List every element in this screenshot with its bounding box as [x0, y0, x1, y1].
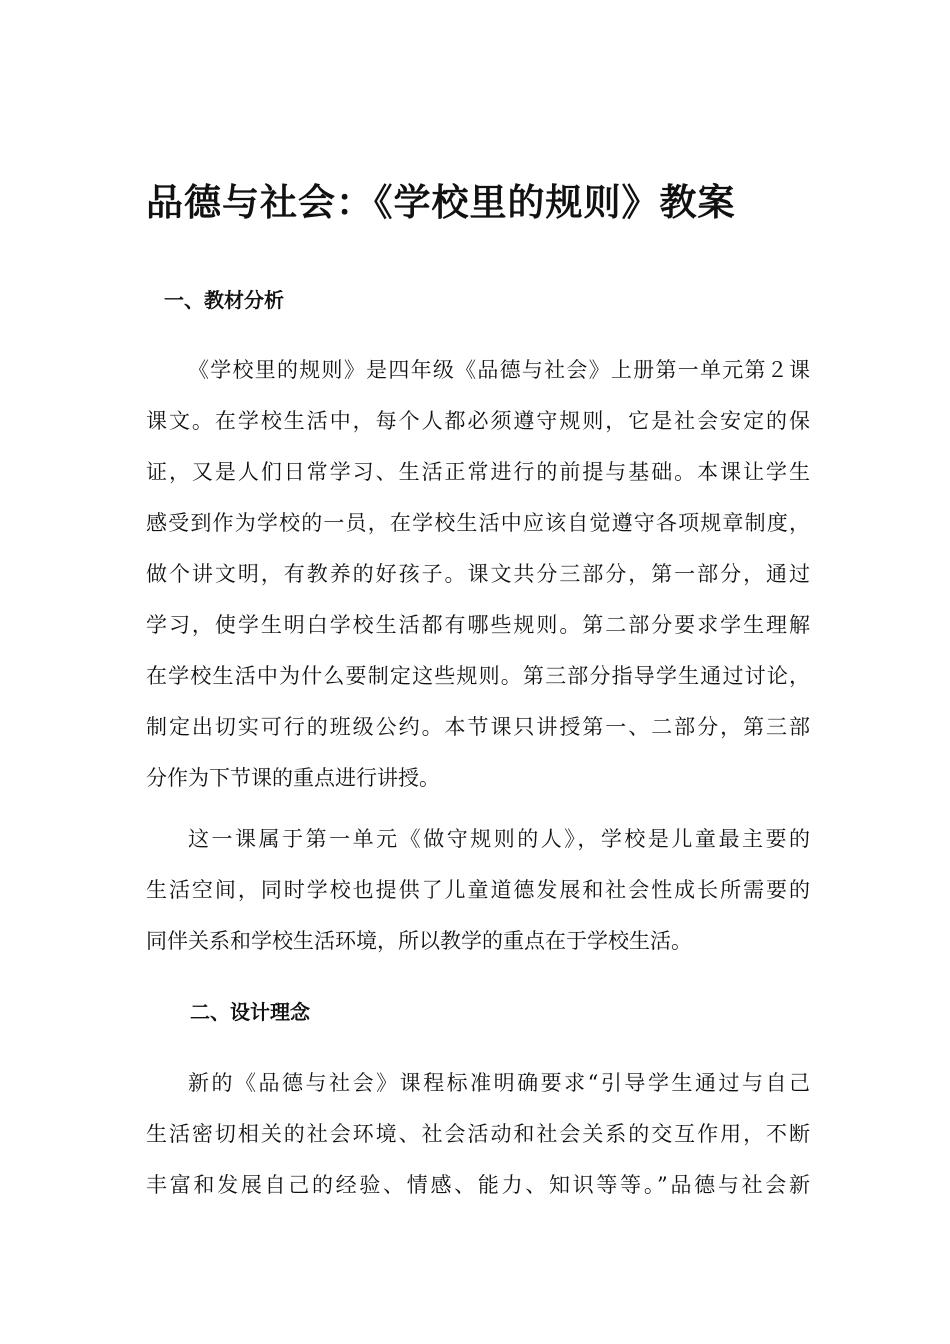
paragraph-line: 课文。在学校生活中，每个人都必须遵守规则，它是社会安定的保 — [146, 409, 810, 433]
paragraph-line: 证，又是人们日常学习、生活正常进行的前提与基础。本课让学生 — [146, 460, 810, 484]
paragraph-line: 感受到作为学校的一员，在学校生活中应该自觉遵守各项规章制度， — [146, 511, 810, 535]
paragraph-line: 丰富和发展自己的经验、情感、能力、知识等等。”品德与社会新 — [146, 1173, 810, 1197]
section-heading-textbook-analysis: 一、教材分析 — [164, 288, 284, 312]
paragraph-line: 生活空间，同时学校也提供了儿童道德发展和社会性成长所需要的 — [146, 878, 810, 902]
paragraph-textbook-analysis-1 — [146, 345, 810, 804]
paragraph-line: 做个讲文明，有教养的好孩子。课文共分三部分，第一部分，通过 — [146, 562, 810, 586]
paragraph-design-concept-1 — [146, 1058, 810, 1211]
paragraph-textbook-analysis-2 — [146, 814, 810, 967]
paragraph-line: 这一课属于第一单元《做守规则的人》，学校是儿童最主要的 — [188, 827, 810, 851]
paragraph-line: 制定出切实可行的班级公约。本节课只讲授第一、二部分，第三部 — [146, 715, 810, 739]
paragraph-line: 同伴关系和学校生活环境，所以教学的重点在于学校生活。 — [146, 929, 692, 953]
paragraph-line: 生活密切相关的社会环境、社会活动和社会关系的交互作用，不断 — [146, 1122, 810, 1146]
paragraph-line: 学习，使学生明白学校生活都有哪些规则。第二部分要求学生理解 — [146, 613, 810, 637]
paragraph-line: 《学校里的规则》是四年级《品德与社会》上册第一单元第２课 — [188, 358, 810, 382]
section-heading-design-concept: 二、设计理念 — [190, 1000, 310, 1024]
document-title: 品德与社会：《学校里的规则》教案 — [146, 180, 736, 224]
paragraph-line: 在学校生活中为什么要制定这些规则。第三部分指导学生通过讨论， — [146, 664, 810, 688]
paragraph-line: 新的《品德与社会》课程标准明确要求“引导学生通过与自己 — [188, 1071, 810, 1095]
paragraph-line: 分作为下节课的重点进行讲授。 — [146, 766, 440, 790]
